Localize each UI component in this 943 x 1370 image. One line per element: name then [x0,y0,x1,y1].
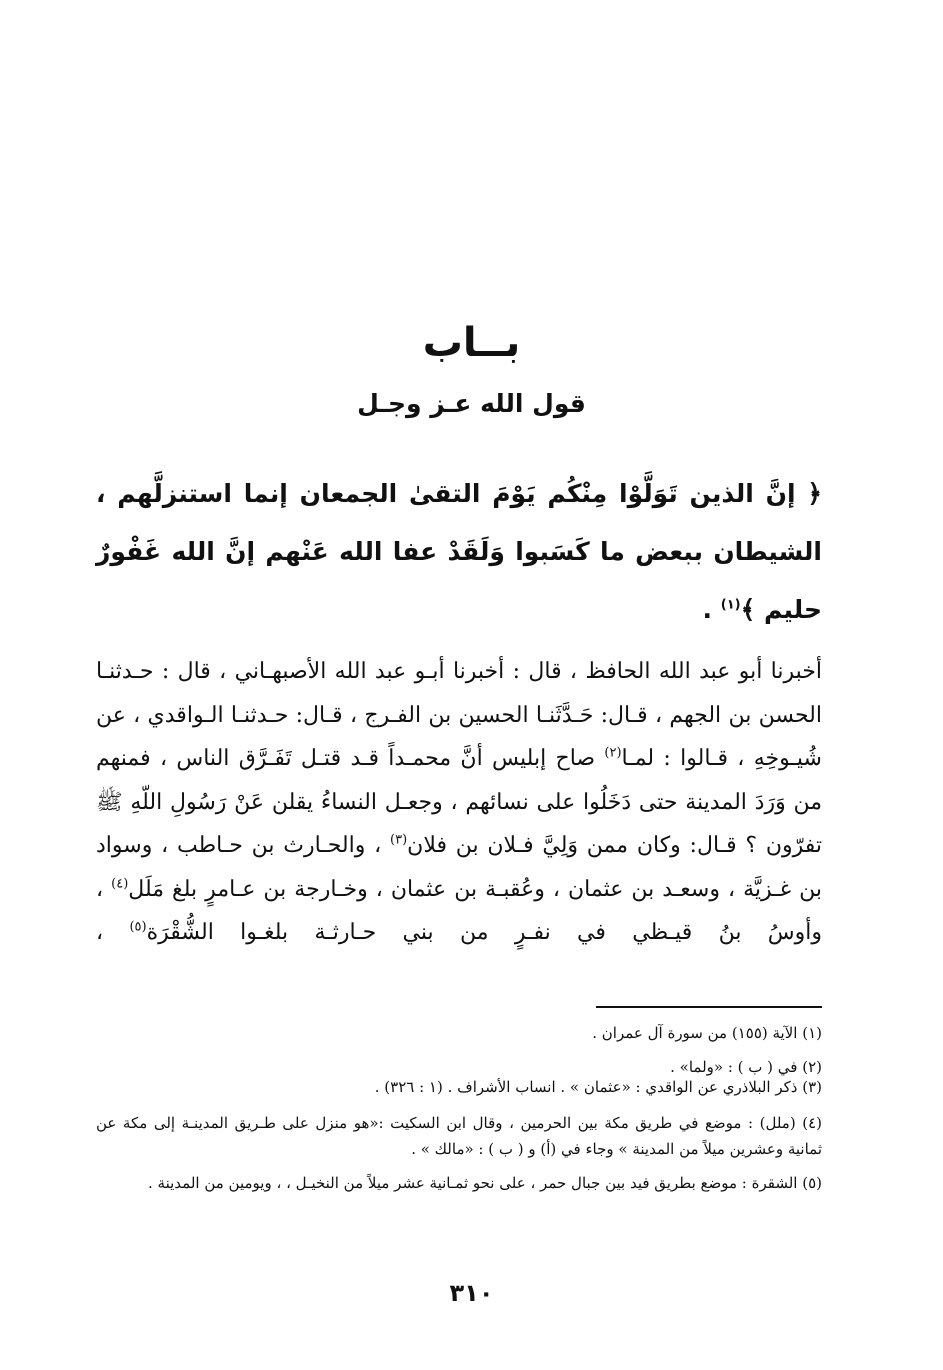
footnote-3: (٣) ذكر البلاذري عن الواقدي : «عثمان » . انساب الأشراف . (١ : ٣٢٦) . [374,1078,822,1096]
narration-part-5: ، [96,920,130,945]
footnote-5: (٥) الشقرة : موضع بطريق فيد بين جبال حمر ، على نحو ثمـانية عشر ميلاً من النخيـل ، ، ويومين من المدينة . [148,1174,822,1192]
verse-footnote-ref: (١) [720,597,741,613]
footnote-2: (٢) في ( ب ) : «ولما» . [670,1058,822,1076]
quran-verse [96,465,822,639]
footnotes-list [96,1020,822,1196]
footnote-1: (١) الآية (١٥٥) من سورة آل عمران . [592,1024,822,1042]
verse-trailing: . [702,595,721,624]
narration-part-1: أخبرنا أبو عبد الله الحافظ ، قال : أخبرنا أبـو عبد الله الأصبهـاني ، قال : حـدثنـا الحسن بن الجهم ، قـال: حَـدَّثَنـا الحسين بن الفـرج ، قـال: حـدثنـا الـواقدي ، عن شُيـوخِهِ ، قـالوا : لمـا [96,659,822,771]
verse-open-bracket: ﴿ [807,479,822,508]
footnote-ref-4: (٤) [111,876,129,892]
chapter-subtitle: قول الله عـز وجـل [357,389,586,418]
footnote-ref-3: (٣) [390,832,408,848]
footnote-ref-2: (٢) [604,745,622,761]
page-number: ٣١٠ [449,1279,494,1307]
footnote-divider [596,1006,822,1008]
verse-close-bracket: ﴾ [740,595,756,624]
footnote-4: (٤) (ملل) : موضع في طريق مكة بين الحرمين ، وقال ابن السكيت :«هو منزل على طـريق المدينـة إلى مكة عن ثمانية وعشرين ميلاً من المدينة » وجاء في (أ) و ( ب ) : «مالك » . [96,1114,822,1158]
narration-part-3: ، والحـارث بن حـاطب ، وسواد بن غـزيَّة ، وسعـد بن عثمان ، وعُقبـة بن عثمان ، وخـارجة بن عـامرٍ بلغ مَلَل [96,833,823,902]
chapter-title: بــاب [422,320,521,366]
narration-paragraph [96,650,822,955]
verse-text: إنَّ الذين تَوَلَّوْا مِنْكُم يَوْمَ التقىٰ الجمعان إنما استنزلَّهم ، الشيطان ببعض ما كَسَبوا وَلَقَدْ عفا الله عَنْهم إنَّ الله غَفْورٌ حليم [96,479,822,624]
footnote-ref-5: (٥) [129,919,147,935]
narration-part-2: صاح إبليس أنَّ محمـداً قـد قتـل تَفَـرَّق الناس ، فمنهم من وَرَدَ المدينة حتى دَخَلُوا على نسائهم ، وجعـل النساءُ يقلن عَنْ رَسُولِ اللّهِ ﷺ تفرّون ؟ قـال: وكان ممن وَلِيَّ فـلان بن فلان [96,746,823,858]
narration-part-4: ، وأوسُ بنُ قيـظي في نفـرٍ من بني حـارثـة بلغـوا الشُّقْرَة [96,876,822,945]
